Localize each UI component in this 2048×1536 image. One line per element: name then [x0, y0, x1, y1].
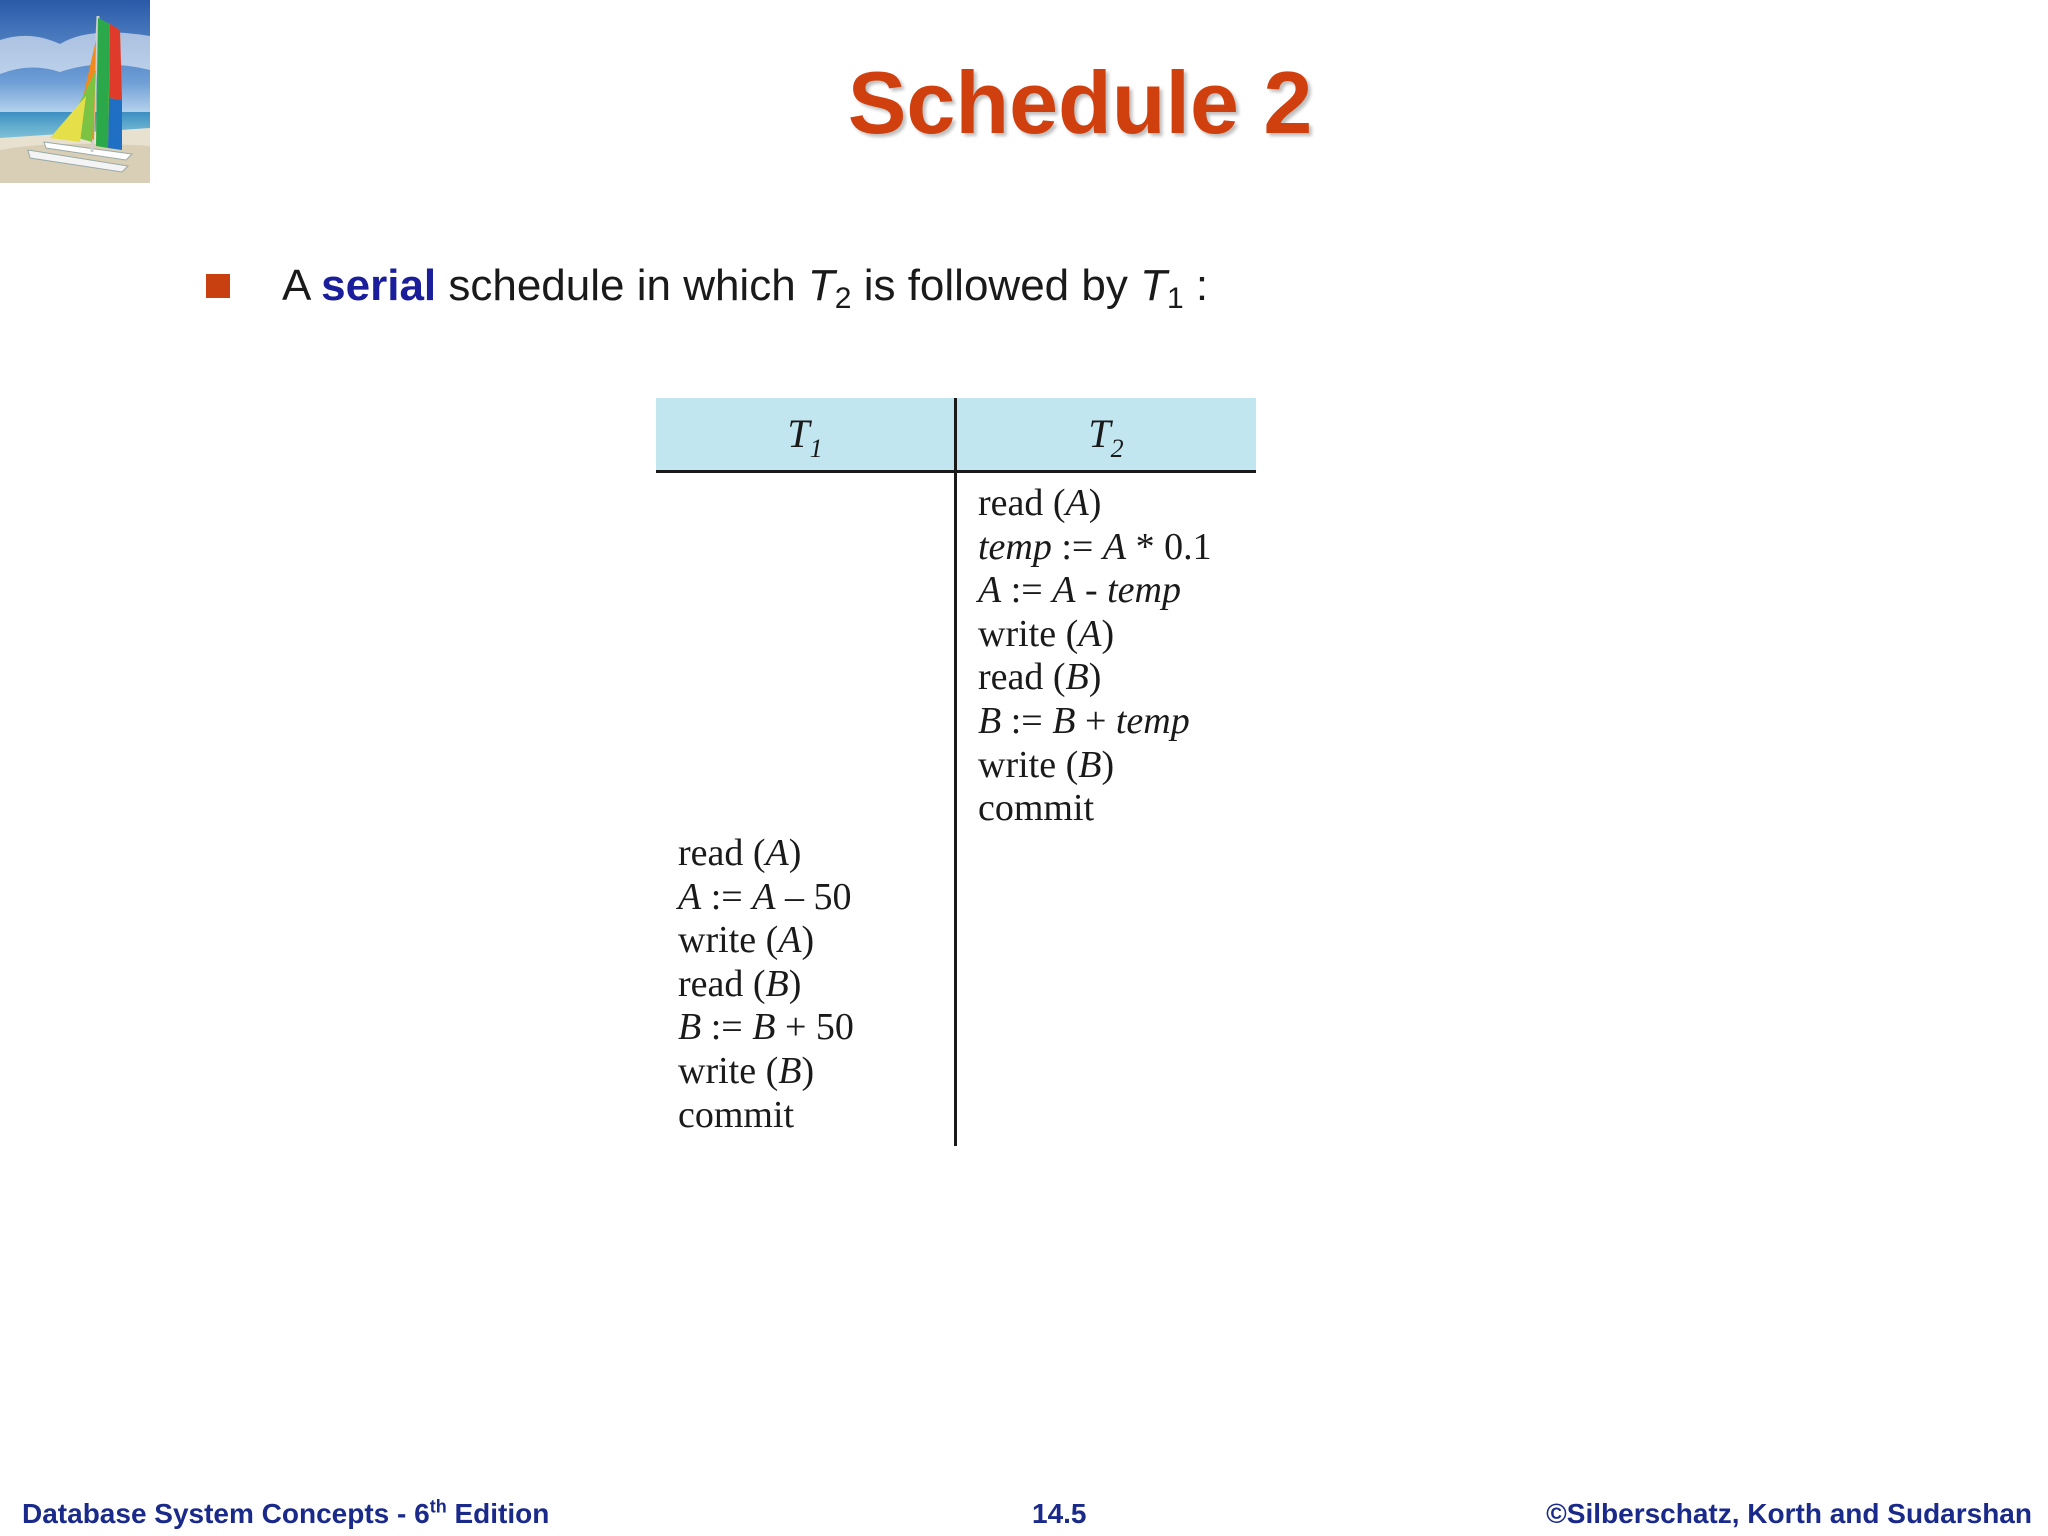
header-t2-sub: 2	[1110, 434, 1124, 463]
t1-line: B := B + 50	[678, 1006, 854, 1049]
t2-line: write (A)	[978, 612, 1115, 655]
footer-book-title	[22, 1496, 549, 1532]
bullet-text	[282, 256, 1208, 316]
t1-line: read (B)	[678, 962, 802, 1005]
footer-slide-number: 14.5	[1032, 1498, 1087, 1529]
header-t1-var: T	[787, 411, 810, 456]
t2-line: commit	[978, 787, 1095, 830]
t2-line: temp := A * 0.1	[978, 525, 1212, 568]
transaction-sub-second: 1	[1166, 282, 1184, 315]
sailboat-logo-icon	[0, 0, 150, 183]
square-bullet-icon	[206, 274, 230, 298]
header-t1-sub: 1	[809, 434, 823, 463]
t2-operations	[978, 482, 1212, 831]
header-t2	[957, 398, 1255, 470]
t2-line: B := B + temp	[978, 699, 1190, 742]
bullet-text-pre: A	[282, 261, 322, 310]
bullet-text-post: :	[1183, 261, 1209, 310]
footer-book-title-pre: Database System Concepts - 6	[22, 1498, 430, 1529]
t2-line: write (B)	[978, 743, 1115, 786]
header-t1	[656, 398, 954, 470]
footer-copyright: ©Silberschatz, Korth and Sudarshan	[1546, 1498, 2032, 1529]
schedule-table	[656, 398, 1256, 1146]
t1-line: read (A)	[678, 832, 802, 874]
transaction-var-second: T	[1140, 261, 1167, 310]
bullet-text-mid: schedule in which	[436, 261, 808, 310]
header-t2-var: T	[1088, 411, 1111, 456]
transaction-sub-first: 2	[834, 282, 852, 315]
transaction-var-first: T	[807, 261, 835, 310]
t2-line: read (B)	[978, 656, 1102, 699]
t1-line: write (B)	[678, 1049, 815, 1092]
t1-operations	[678, 832, 854, 1137]
footer-edition-sup: th	[429, 1496, 447, 1517]
t1-line: write (A)	[678, 919, 815, 962]
bullet-keyword: serial	[321, 261, 437, 310]
t1-line: A := A – 50	[678, 875, 852, 918]
t2-line: A := A - temp	[978, 569, 1181, 612]
footer-book-title-post: Edition	[446, 1498, 550, 1529]
column-divider	[954, 398, 957, 1146]
bullet-text-middle: is followed by	[851, 261, 1141, 310]
slide-title: Schedule 2	[847, 53, 1313, 152]
t1-line: commit	[678, 1093, 795, 1136]
t2-line: read (A)	[978, 482, 1102, 524]
